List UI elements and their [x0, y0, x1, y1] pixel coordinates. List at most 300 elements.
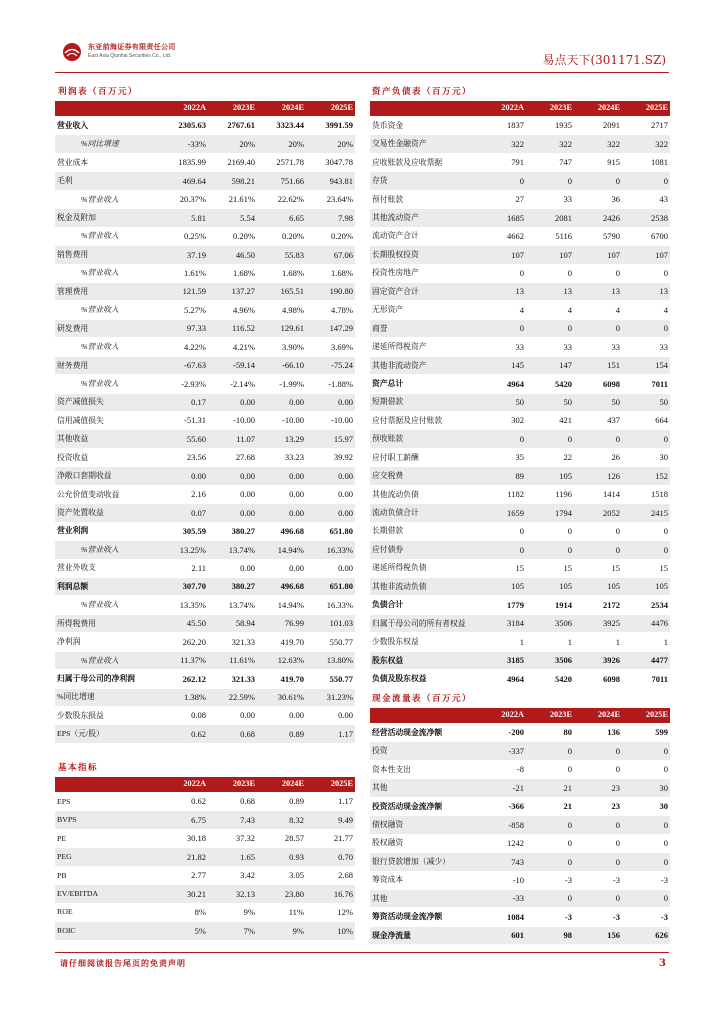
- value-cell: 0: [622, 816, 670, 834]
- value-cell: 5.27%: [159, 301, 208, 319]
- header-year-cell: 2024E: [574, 708, 622, 724]
- value-cell: 262.12: [159, 670, 208, 688]
- value-cell: 101.03: [306, 614, 355, 632]
- value-cell: 3.05: [257, 866, 306, 884]
- value-cell: 10%: [306, 922, 355, 940]
- value-cell: 30.21: [159, 885, 208, 903]
- row-label: 负债及股东权益: [370, 670, 478, 688]
- row-label: %营业收入: [55, 264, 159, 282]
- value-cell: 23: [574, 779, 622, 797]
- value-cell: 67.06: [306, 246, 355, 264]
- value-cell: 7.98: [306, 209, 355, 227]
- table-row: [55, 282, 355, 300]
- value-cell: 11.61%: [208, 651, 257, 669]
- income-statement-title: 利润表（百万元）: [58, 87, 139, 97]
- table-row: [55, 651, 355, 669]
- row-label: %营业收入: [55, 338, 159, 356]
- value-cell: 1: [622, 633, 670, 651]
- value-cell: 1: [574, 633, 622, 651]
- footer-disclaimer: 请仔细阅读报告尾页的免责声明: [60, 958, 186, 968]
- value-cell: -3: [622, 871, 670, 889]
- value-cell: 98: [526, 926, 574, 944]
- table-row: [55, 467, 355, 485]
- value-cell: 107: [574, 246, 622, 264]
- value-cell: 13.74%: [208, 541, 257, 559]
- value-cell: 4477: [622, 651, 670, 669]
- value-cell: 121.59: [159, 282, 208, 300]
- value-cell: 751.66: [257, 172, 306, 190]
- table-row: [370, 264, 670, 282]
- row-label: 预付账款: [370, 190, 478, 208]
- value-cell: 33: [478, 338, 526, 356]
- table-row: [55, 559, 355, 577]
- value-cell: 0: [478, 264, 526, 282]
- value-cell: 1779: [478, 596, 526, 614]
- value-cell: 1.17: [306, 793, 355, 811]
- table-row: [370, 742, 670, 760]
- value-cell: 0: [574, 834, 622, 852]
- row-label: 其他: [370, 779, 478, 797]
- value-cell: 0.20%: [208, 227, 257, 245]
- value-cell: 469.64: [159, 172, 208, 190]
- cash-flow-table: [370, 708, 670, 945]
- page-number: 3: [659, 958, 666, 969]
- value-cell: -33%: [159, 135, 208, 153]
- value-cell: 0: [526, 541, 574, 559]
- value-cell: 3323.44: [257, 117, 306, 135]
- row-label: 固定资产合计: [370, 282, 478, 300]
- row-label: 利润总额: [55, 577, 159, 595]
- value-cell: 136: [574, 724, 622, 742]
- value-cell: 0.00: [306, 393, 355, 411]
- value-cell: 33.23: [257, 448, 306, 466]
- value-cell: 305.59: [159, 522, 208, 540]
- table-row: [55, 504, 355, 522]
- row-label: %营业收入: [55, 651, 159, 669]
- row-label: 投资活动现金流净额: [370, 797, 478, 815]
- row-label: %营业收入: [55, 375, 159, 393]
- value-cell: 30: [622, 779, 670, 797]
- table-row: [55, 375, 355, 393]
- row-label: ROIC: [55, 922, 159, 940]
- value-cell: 0: [526, 834, 574, 852]
- value-cell: 28.57: [257, 829, 306, 847]
- value-cell: 747: [526, 153, 574, 171]
- value-cell: 322: [526, 135, 574, 153]
- row-label: PE: [55, 829, 159, 847]
- value-cell: 2.16: [159, 485, 208, 503]
- table-row: [55, 209, 355, 227]
- row-label: 资产总计: [370, 375, 478, 393]
- value-cell: 915: [574, 153, 622, 171]
- value-cell: 30: [622, 797, 670, 815]
- header-blank-cell: [370, 101, 478, 117]
- company-name-cn: 东亚前海证券有限责任公司: [88, 42, 176, 51]
- table-row: [370, 153, 670, 171]
- value-cell: 3506: [526, 651, 574, 669]
- row-label: 货币资金: [370, 117, 478, 135]
- row-label: 现金净流量: [370, 926, 478, 944]
- value-cell: 0.00: [159, 467, 208, 485]
- row-label: 投资: [370, 742, 478, 760]
- value-cell: 4: [478, 301, 526, 319]
- value-cell: 1914: [526, 596, 574, 614]
- value-cell: 599: [622, 724, 670, 742]
- value-cell: 0: [622, 889, 670, 907]
- header-year-cell: 2024E: [257, 777, 306, 793]
- value-cell: 151: [574, 356, 622, 374]
- value-cell: 13.29: [257, 430, 306, 448]
- value-cell: -366: [478, 797, 526, 815]
- row-label: 财务费用: [55, 356, 159, 374]
- table-row: [370, 724, 670, 742]
- table-row: [55, 338, 355, 356]
- value-cell: 2538: [622, 209, 670, 227]
- table-row: [370, 338, 670, 356]
- table-row: [55, 485, 355, 503]
- value-cell: 21.61%: [208, 190, 257, 208]
- value-cell: -2.14%: [208, 375, 257, 393]
- row-label: 长期股权投资: [370, 246, 478, 264]
- row-label: 公允价值变动收益: [55, 485, 159, 503]
- table-row: [370, 375, 670, 393]
- value-cell: 0: [622, 522, 670, 540]
- table-row: [55, 793, 355, 811]
- value-cell: 30: [622, 448, 670, 466]
- table-row: [370, 614, 670, 632]
- value-cell: 50: [574, 393, 622, 411]
- value-cell: 7.43: [208, 811, 257, 829]
- value-cell: 0.00: [306, 485, 355, 503]
- table-header-row: [55, 777, 355, 793]
- value-cell: 11%: [257, 903, 306, 921]
- value-cell: 0: [574, 172, 622, 190]
- cash-flow-title: 现金流量表（百万元）: [372, 694, 473, 704]
- row-label: 毛利: [55, 172, 159, 190]
- table-row: [370, 209, 670, 227]
- value-cell: -75.24: [306, 356, 355, 374]
- value-cell: 3506: [526, 614, 574, 632]
- value-cell: 4662: [478, 227, 526, 245]
- value-cell: 97.33: [159, 319, 208, 337]
- row-label: 信用减值损失: [55, 412, 159, 430]
- value-cell: 9%: [208, 903, 257, 921]
- value-cell: 8.32: [257, 811, 306, 829]
- value-cell: -1.99%: [257, 375, 306, 393]
- table-row: [370, 926, 670, 944]
- table-row: [370, 467, 670, 485]
- value-cell: 105: [526, 467, 574, 485]
- row-label: 长期借款: [370, 522, 478, 540]
- value-cell: 8%: [159, 903, 208, 921]
- value-cell: 154: [622, 356, 670, 374]
- value-cell: 0.00: [208, 467, 257, 485]
- value-cell: 4: [574, 301, 622, 319]
- value-cell: 14.94%: [257, 596, 306, 614]
- value-cell: 0.00: [208, 707, 257, 725]
- value-cell: 27: [478, 190, 526, 208]
- value-cell: 33: [526, 190, 574, 208]
- value-cell: 11.37%: [159, 651, 208, 669]
- table-row: [370, 117, 670, 135]
- table-row: [55, 829, 355, 847]
- value-cell: -10.00: [257, 412, 306, 430]
- value-cell: -3: [622, 908, 670, 926]
- value-cell: 0.00: [257, 485, 306, 503]
- value-cell: 16.76: [306, 885, 355, 903]
- row-label: 应收账款及应收票据: [370, 153, 478, 171]
- value-cell: 5.81: [159, 209, 208, 227]
- row-label: 营业利润: [55, 522, 159, 540]
- table-row: [370, 448, 670, 466]
- row-label: 资产减值损失: [55, 393, 159, 411]
- value-cell: -3: [526, 871, 574, 889]
- balance-sheet-title: 资产负债表（百万元）: [372, 87, 473, 97]
- table-row: [370, 356, 670, 374]
- value-cell: 0.00: [257, 504, 306, 522]
- value-cell: 3.69%: [306, 338, 355, 356]
- value-cell: 2169.40: [208, 153, 257, 171]
- row-label: 营业成本: [55, 153, 159, 171]
- value-cell: 5%: [159, 922, 208, 940]
- value-cell: 0: [526, 853, 574, 871]
- value-cell: 30.18: [159, 829, 208, 847]
- value-cell: 80: [526, 724, 574, 742]
- value-cell: 0: [478, 430, 526, 448]
- value-cell: 20%: [306, 135, 355, 153]
- table-row: [55, 541, 355, 559]
- value-cell: 21.77: [306, 829, 355, 847]
- basic-indicators-title: 基本指标: [58, 763, 99, 773]
- value-cell: 0.17: [159, 393, 208, 411]
- value-cell: 1.65: [208, 848, 257, 866]
- value-cell: 23.80: [257, 885, 306, 903]
- row-label: 无形资产: [370, 301, 478, 319]
- value-cell: 31.23%: [306, 688, 355, 706]
- value-cell: 14.94%: [257, 541, 306, 559]
- row-label: 应交税费: [370, 467, 478, 485]
- value-cell: 1081: [622, 153, 670, 171]
- row-label: %同比增速: [55, 135, 159, 153]
- value-cell: 22: [526, 448, 574, 466]
- value-cell: 3.42: [208, 866, 257, 884]
- value-cell: 0: [526, 760, 574, 778]
- table-row: [55, 117, 355, 135]
- value-cell: 4.78%: [306, 301, 355, 319]
- value-cell: 0.00: [306, 504, 355, 522]
- table-row: [370, 172, 670, 190]
- row-label: 其他收益: [55, 430, 159, 448]
- row-label: 所得税费用: [55, 614, 159, 632]
- value-cell: 2415: [622, 504, 670, 522]
- value-cell: 598.21: [208, 172, 257, 190]
- value-cell: 7011: [622, 670, 670, 688]
- value-cell: 37.19: [159, 246, 208, 264]
- row-label: 少数股东损益: [55, 707, 159, 725]
- header-divider: [55, 72, 669, 73]
- row-label: 资产处置收益: [55, 504, 159, 522]
- table-row: [55, 393, 355, 411]
- value-cell: 550.77: [306, 633, 355, 651]
- value-cell: 13: [622, 282, 670, 300]
- row-label: 营业收入: [55, 117, 159, 135]
- value-cell: 13: [574, 282, 622, 300]
- value-cell: 4476: [622, 614, 670, 632]
- value-cell: 0.00: [257, 393, 306, 411]
- value-cell: 0: [574, 853, 622, 871]
- value-cell: 2081: [526, 209, 574, 227]
- value-cell: -1.88%: [306, 375, 355, 393]
- table-row: [55, 725, 355, 743]
- table-row: [370, 651, 670, 669]
- value-cell: 105: [478, 577, 526, 595]
- header-blank-cell: [55, 777, 159, 793]
- value-cell: 13: [478, 282, 526, 300]
- row-label: 商誉: [370, 319, 478, 337]
- value-cell: 1685: [478, 209, 526, 227]
- value-cell: 5420: [526, 670, 574, 688]
- row-label: %营业收入: [55, 227, 159, 245]
- value-cell: 0: [526, 742, 574, 760]
- value-cell: 105: [574, 577, 622, 595]
- value-cell: 0.20%: [306, 227, 355, 245]
- value-cell: 4964: [478, 670, 526, 688]
- row-label: 短期借款: [370, 393, 478, 411]
- table-row: [370, 135, 670, 153]
- income-statement-table: [55, 101, 355, 744]
- table-row: [55, 264, 355, 282]
- value-cell: 3991.59: [306, 117, 355, 135]
- value-cell: 322: [622, 135, 670, 153]
- table-row: [370, 485, 670, 503]
- value-cell: 2.68: [306, 866, 355, 884]
- header-year-cell: 2025E: [622, 708, 670, 724]
- value-cell: 4.98%: [257, 301, 306, 319]
- company-name-en: East Asia Qianhai Securities Co., Ltd.: [88, 53, 172, 59]
- value-cell: 0.00: [306, 467, 355, 485]
- value-cell: 0.62: [159, 793, 208, 811]
- value-cell: 2052: [574, 504, 622, 522]
- value-cell: 0: [526, 319, 574, 337]
- value-cell: 0: [478, 541, 526, 559]
- value-cell: 0: [478, 172, 526, 190]
- table-row: [55, 430, 355, 448]
- row-label: 股权融资: [370, 834, 478, 852]
- table-row: [55, 522, 355, 540]
- table-row: [55, 356, 355, 374]
- table-row: [55, 190, 355, 208]
- value-cell: 1182: [478, 485, 526, 503]
- value-cell: 3926: [574, 651, 622, 669]
- table-row: [370, 577, 670, 595]
- header-year-cell: 2023E: [208, 777, 257, 793]
- value-cell: 15: [526, 559, 574, 577]
- value-cell: 1794: [526, 504, 574, 522]
- value-cell: 50: [526, 393, 574, 411]
- header-year-cell: 2022A: [478, 101, 526, 117]
- table-row: [55, 688, 355, 706]
- value-cell: 32.13: [208, 885, 257, 903]
- value-cell: 651.80: [306, 522, 355, 540]
- value-cell: 0: [574, 319, 622, 337]
- value-cell: 5116: [526, 227, 574, 245]
- value-cell: 0: [526, 522, 574, 540]
- value-cell: 0: [622, 172, 670, 190]
- value-cell: 437: [574, 412, 622, 430]
- value-cell: -59.14: [208, 356, 257, 374]
- table-row: [370, 797, 670, 815]
- value-cell: -200: [478, 724, 526, 742]
- row-label: 股东权益: [370, 651, 478, 669]
- header-year-cell: 2023E: [208, 101, 257, 117]
- value-cell: 35: [478, 448, 526, 466]
- value-cell: 0: [574, 889, 622, 907]
- value-cell: 0: [526, 172, 574, 190]
- value-cell: 3185: [478, 651, 526, 669]
- header-year-cell: 2025E: [306, 777, 355, 793]
- header-year-cell: 2025E: [306, 101, 355, 117]
- value-cell: 0: [478, 522, 526, 540]
- value-cell: 1.38%: [159, 688, 208, 706]
- value-cell: 2172: [574, 596, 622, 614]
- value-cell: 3.90%: [257, 338, 306, 356]
- row-label: BVPS: [55, 811, 159, 829]
- value-cell: 21.82: [159, 848, 208, 866]
- row-label: 应付职工薪酬: [370, 448, 478, 466]
- row-label: 投资收益: [55, 448, 159, 466]
- header-year-cell: 2024E: [574, 101, 622, 117]
- value-cell: 12.63%: [257, 651, 306, 669]
- value-cell: 4: [526, 301, 574, 319]
- value-cell: -66.10: [257, 356, 306, 374]
- value-cell: 20%: [257, 135, 306, 153]
- value-cell: 2.11: [159, 559, 208, 577]
- row-label: 其他非流动资产: [370, 356, 478, 374]
- value-cell: 152: [622, 467, 670, 485]
- row-label: 递延所得税资产: [370, 338, 478, 356]
- row-label: 管理费用: [55, 282, 159, 300]
- value-cell: 0: [526, 889, 574, 907]
- table-row: [370, 412, 670, 430]
- value-cell: 4.96%: [208, 301, 257, 319]
- value-cell: -337: [478, 742, 526, 760]
- header-year-cell: 2022A: [159, 101, 208, 117]
- value-cell: 1414: [574, 485, 622, 503]
- value-cell: 0.08: [159, 707, 208, 725]
- value-cell: 105: [526, 577, 574, 595]
- row-label: 负债合计: [370, 596, 478, 614]
- value-cell: -67.63: [159, 356, 208, 374]
- value-cell: 13.25%: [159, 541, 208, 559]
- table-row: [370, 190, 670, 208]
- value-cell: 0: [574, 430, 622, 448]
- value-cell: 3047.78: [306, 153, 355, 171]
- value-cell: 1.17: [306, 725, 355, 743]
- value-cell: 2426: [574, 209, 622, 227]
- value-cell: 664: [622, 412, 670, 430]
- value-cell: 7%: [208, 922, 257, 940]
- value-cell: 36: [574, 190, 622, 208]
- stock-title: 易点天下(301171.SZ): [542, 53, 666, 67]
- row-label: 存货: [370, 172, 478, 190]
- row-label: 净敞口套期收益: [55, 467, 159, 485]
- value-cell: 145: [478, 356, 526, 374]
- value-cell: 16.33%: [306, 596, 355, 614]
- table-row: [370, 834, 670, 852]
- row-label: %营业收入: [55, 541, 159, 559]
- value-cell: 89: [478, 467, 526, 485]
- value-cell: 33: [622, 338, 670, 356]
